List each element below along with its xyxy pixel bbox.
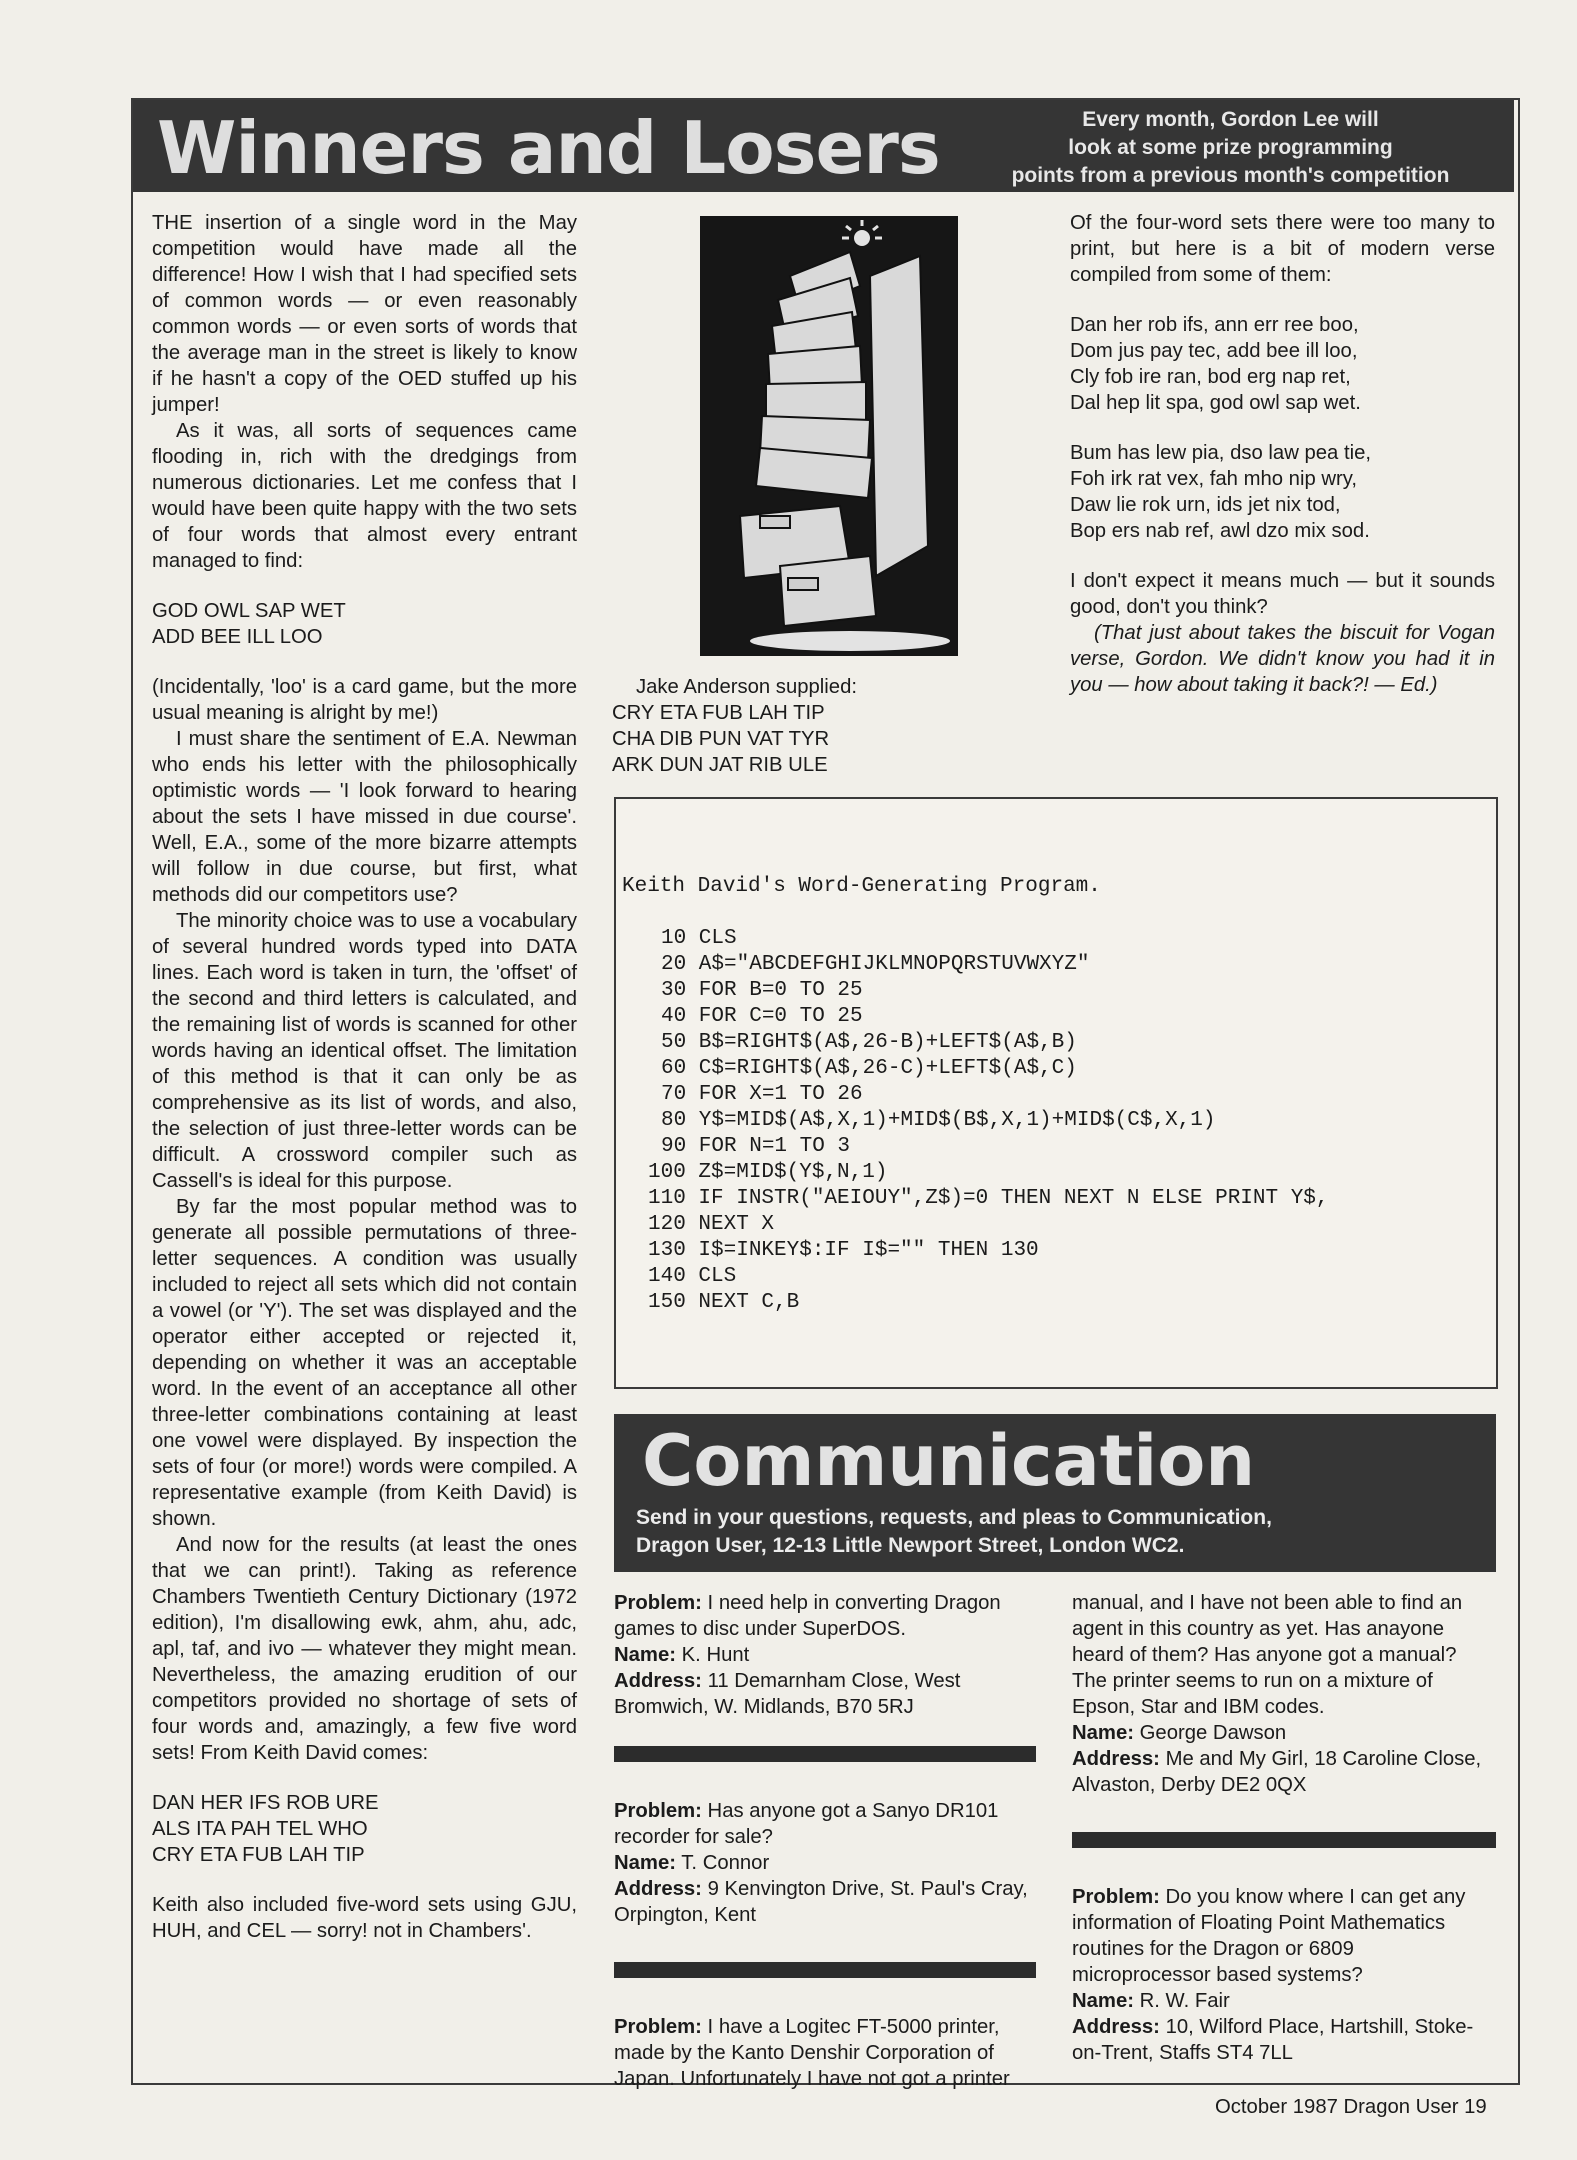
column-right	[1070, 210, 1495, 698]
paragraph: I don't expect it means much — but it sounds good, don't you think?	[1070, 570, 1495, 618]
letter-address: 9 Kenvington Drive, St. Paul's Cray, Orpington, Kent	[614, 1878, 1028, 1926]
paragraph: THE insertion of a single word in the May competition would have made all the difference! How I wish that I had specified sets of common words — or even reasonably common words — or even sorts of words that the average man in the street is likely to know if he hasn't a copy of the OED stuffed up his jumper!	[152, 212, 577, 416]
problem-text: Has anyone got a Sanyo DR101 recorder for sale?	[614, 1800, 999, 1848]
code-line: 20 A$="ABCDEFGHIJKLMNOPQRSTUVWXYZ"	[661, 953, 1090, 976]
address-label: Address:	[1072, 2016, 1160, 2038]
divider-bar	[614, 1962, 1036, 1978]
letter-item	[614, 1798, 1036, 1928]
word-set-line: ARK DUN JAT RIB ULE	[612, 754, 828, 776]
page-footer: October 1987 Dragon User 19	[1215, 2096, 1487, 2118]
program-lines	[648, 926, 1329, 1316]
paragraph: Keith also included five-word sets using GJU, HUH, and CEL — sorry! not in Chambers'.	[152, 1894, 577, 1942]
editor-note: (That just about takes the biscuit for Vogan verse, Gordon. We didn't know you had it in you — how about taking it back?! — Ed.)	[1070, 622, 1495, 696]
letters-column-right	[1072, 1590, 1496, 2066]
paragraph: And now for the results (at least the ones that we can print!). Taking as reference Chambers Twentieth Century Dictionary (1972 edition), I'm disallowing ewk, ahm, ahu, adc, apl, taf, and ivo — whatever they might mean. Nevertheless, the amazing erudition of our competitors provided no shortage of sets of four words and, amazingly, a few five word sets! From Keith David comes:	[152, 1534, 577, 1764]
problem-text: I have a Logitec FT-5000 printer, made by the Kanto Denshir Corporation of Japan. Unfortunately I have not got a printer	[614, 2016, 1010, 2090]
letter-name: R. W. Fair	[1139, 1990, 1230, 2012]
letter-item	[614, 1590, 1036, 1720]
address-label: Address:	[614, 1670, 702, 1692]
paragraph: I must share the sentiment of E.A. Newman who ends his letter with the philosophically optimistic words — 'I look forward to hearing about the sets I have missed in due course'. Well, E.A., some of the more bizarre attempts will follow in due course, but first, what methods did our competitors use?	[152, 728, 577, 906]
filing-cabinet-icon	[700, 216, 958, 656]
letter-address: 10, Wilford Place, Hartshill, Stoke-on-Trent, Staffs ST4 7LL	[1072, 2016, 1474, 2064]
divider-bar	[1072, 1832, 1496, 1848]
letter-item	[1072, 1884, 1496, 2066]
subtitle-line: Every month, Gordon Lee will	[1082, 108, 1379, 131]
program-listing-box	[614, 797, 1498, 1389]
code-line: 120 NEXT X	[648, 1213, 775, 1236]
code-line: 70 FOR X=1 TO 26	[661, 1083, 863, 1106]
paragraph: As it was, all sorts of sequences came flooding in, rich with the dredgings from numerous dictionaries. Let me confess that I would have been quite happy with the two sets of four words that almost every entrant managed to find:	[152, 420, 577, 572]
jake-anderson-sets	[612, 674, 1052, 778]
verse-line: Foh irk rat vex, fah mho nip wry,	[1070, 468, 1358, 490]
subtitle-line: look at some prize programming	[1068, 136, 1393, 159]
article-subtitle	[953, 106, 1508, 190]
verse-line: Bum has lew pia, dso law pea tie,	[1070, 442, 1372, 464]
problem-text: manual, and I have not been able to find an agent in this country as yet. Has anayone heard of them? Has anyone got a manual? The printer seems to run on a mixture of Epson, Star and IBM codes.	[1072, 1592, 1463, 1718]
letter-name: T. Connor	[681, 1852, 770, 1874]
subtitle-line: points from a previous month's competition	[1011, 164, 1450, 187]
letter-name: K. Hunt	[681, 1644, 750, 1666]
letter-address: Me and My Girl, 18 Caroline Close, Alvaston, Derby DE2 0QX	[1072, 1748, 1482, 1796]
verse-stanza	[1070, 440, 1495, 544]
article-header	[133, 100, 1514, 192]
verse-line: Dan her rob ifs, ann err ree boo,	[1070, 314, 1359, 336]
verse-line: Dom jus pay tec, add bee ill loo,	[1070, 340, 1358, 362]
letters-column-left	[614, 1590, 1036, 2092]
filing-cabinet-illustration	[700, 216, 958, 656]
code-line: 150 NEXT C,B	[648, 1291, 800, 1314]
problem-label: Problem:	[1072, 1886, 1160, 1908]
paragraph: The minority choice was to use a vocabulary of several hundred words typed into DATA lines. Each word is taken in turn, the 'offset' of the second and third letters is calculated, and the remaining list of words is scanned for other words having an identical offset. The limitation of this method is that it can only be as comprehensive as its list of words, and also, the selection of just three-letter words can be difficult. A crossword compiler such as Cassell's is ideal for this purpose.	[152, 910, 577, 1192]
name-label: Name:	[614, 1644, 676, 1666]
code-line: 30 FOR B=0 TO 25	[661, 979, 863, 1002]
paragraph: By far the most popular method was to generate all possible permutations of three-letter sequences. A condition was usually included to reject all sets which did not contain a vowel (or 'Y'). The set was displayed and the operator either accepted or rejected it, depending on whether it was an acceptable word. In the event of an acceptance all other three-letter combinations containing at least one vowel were displayed. By inspection the sets of four (or more!) words were compiled. A representative example (from Keith David) is shown.	[152, 1196, 577, 1530]
divider-bar	[614, 1746, 1036, 1762]
word-set-line: CRY ETA FUB LAH TIP	[612, 702, 825, 724]
code-line: 50 B$=RIGHT$(A$,26-B)+LEFT$(A$,B)	[661, 1031, 1077, 1054]
jake-label: Jake Anderson supplied:	[636, 676, 857, 698]
communication-title: Communication	[642, 1420, 1256, 1502]
word-set-line: ALS ITA PAH TEL WHO	[152, 1818, 368, 1840]
communication-header	[614, 1414, 1496, 1572]
code-line: 60 C$=RIGHT$(A$,26-C)+LEFT$(A$,C)	[661, 1057, 1077, 1080]
verse-line: Cly fob ire ran, bod erg nap ret,	[1070, 366, 1351, 388]
code-line: 140 CLS	[648, 1265, 737, 1288]
name-label: Name:	[614, 1852, 676, 1874]
code-line: 40 FOR C=0 TO 25	[661, 1005, 863, 1028]
word-set-line: ADD BEE ILL LOO	[152, 626, 323, 648]
code-line: 90 FOR N=1 TO 3	[661, 1135, 851, 1158]
code-line: 10 CLS	[661, 927, 737, 950]
problem-label: Problem:	[614, 2016, 702, 2038]
communication-subtitle	[636, 1504, 1486, 1560]
word-set-line: GOD OWL SAP WET	[152, 600, 346, 622]
problem-text: Do you know where I can get any information of Floating Point Mathematics routines for the Dragon or 6809 microprocessor based systems?	[1072, 1886, 1466, 1986]
address-label: Address:	[1072, 1748, 1160, 1770]
verse-line: Daw lie rok urn, ids jet nix tod,	[1070, 494, 1341, 516]
code-line: 80 Y$=MID$(A$,X,1)+MID$(B$,X,1)+MID$(C$,X,1)	[661, 1109, 1216, 1132]
verse-stanza	[1070, 312, 1495, 416]
address-label: Address:	[614, 1878, 702, 1900]
letter-name: George Dawson	[1139, 1722, 1287, 1744]
letter-address: 11 Demarnham Close, West Bromwich, W. Midlands, B70 5RJ	[614, 1670, 961, 1718]
letter-item	[614, 2014, 1036, 2092]
program-title: Keith David's Word-Generating Program.	[622, 875, 1101, 898]
code-line: 110 IF INSTR("AEIOUY",Z$)=0 THEN NEXT N ELSE PRINT Y$,	[648, 1187, 1329, 1210]
paragraph: Of the four-word sets there were too many to print, but here is a bit of modern verse compiled from some of them:	[1070, 212, 1495, 286]
problem-label: Problem:	[614, 1592, 702, 1614]
verse-line: Bop ers nab ref, awl dzo mix sod.	[1070, 520, 1370, 542]
word-set-line: CHA DIB PUN VAT TYR	[612, 728, 830, 750]
subtitle-line: Send in your questions, requests, and pleas to Communication,	[636, 1506, 1272, 1529]
word-set-line: DAN HER IFS ROB URE	[152, 1792, 379, 1814]
name-label: Name:	[1072, 1990, 1134, 2012]
verse-line: Dal hep lit spa, god owl sap wet.	[1070, 392, 1361, 414]
paragraph: (Incidentally, 'loo' is a card game, but the more usual meaning is alright by me!)	[152, 676, 577, 724]
word-set-line: CRY ETA FUB LAH TIP	[152, 1844, 365, 1866]
code-line: 130 I$=INKEY$:IF I$="" THEN 130	[648, 1239, 1039, 1262]
problem-text: I need help in converting Dragon games to disc under SuperDOS.	[614, 1592, 1001, 1640]
article-title: Winners and Losers	[157, 106, 940, 190]
problem-label: Problem:	[614, 1800, 702, 1822]
name-label: Name:	[1072, 1722, 1134, 1744]
letter-item-continued	[1072, 1590, 1496, 1798]
subtitle-line: Dragon User, 12-13 Little Newport Street, London WC2.	[636, 1534, 1185, 1557]
column-left	[152, 210, 577, 1944]
code-line: 100 Z$=MID$(Y$,N,1)	[648, 1161, 888, 1184]
word-set	[152, 598, 577, 650]
word-set	[152, 1790, 577, 1868]
